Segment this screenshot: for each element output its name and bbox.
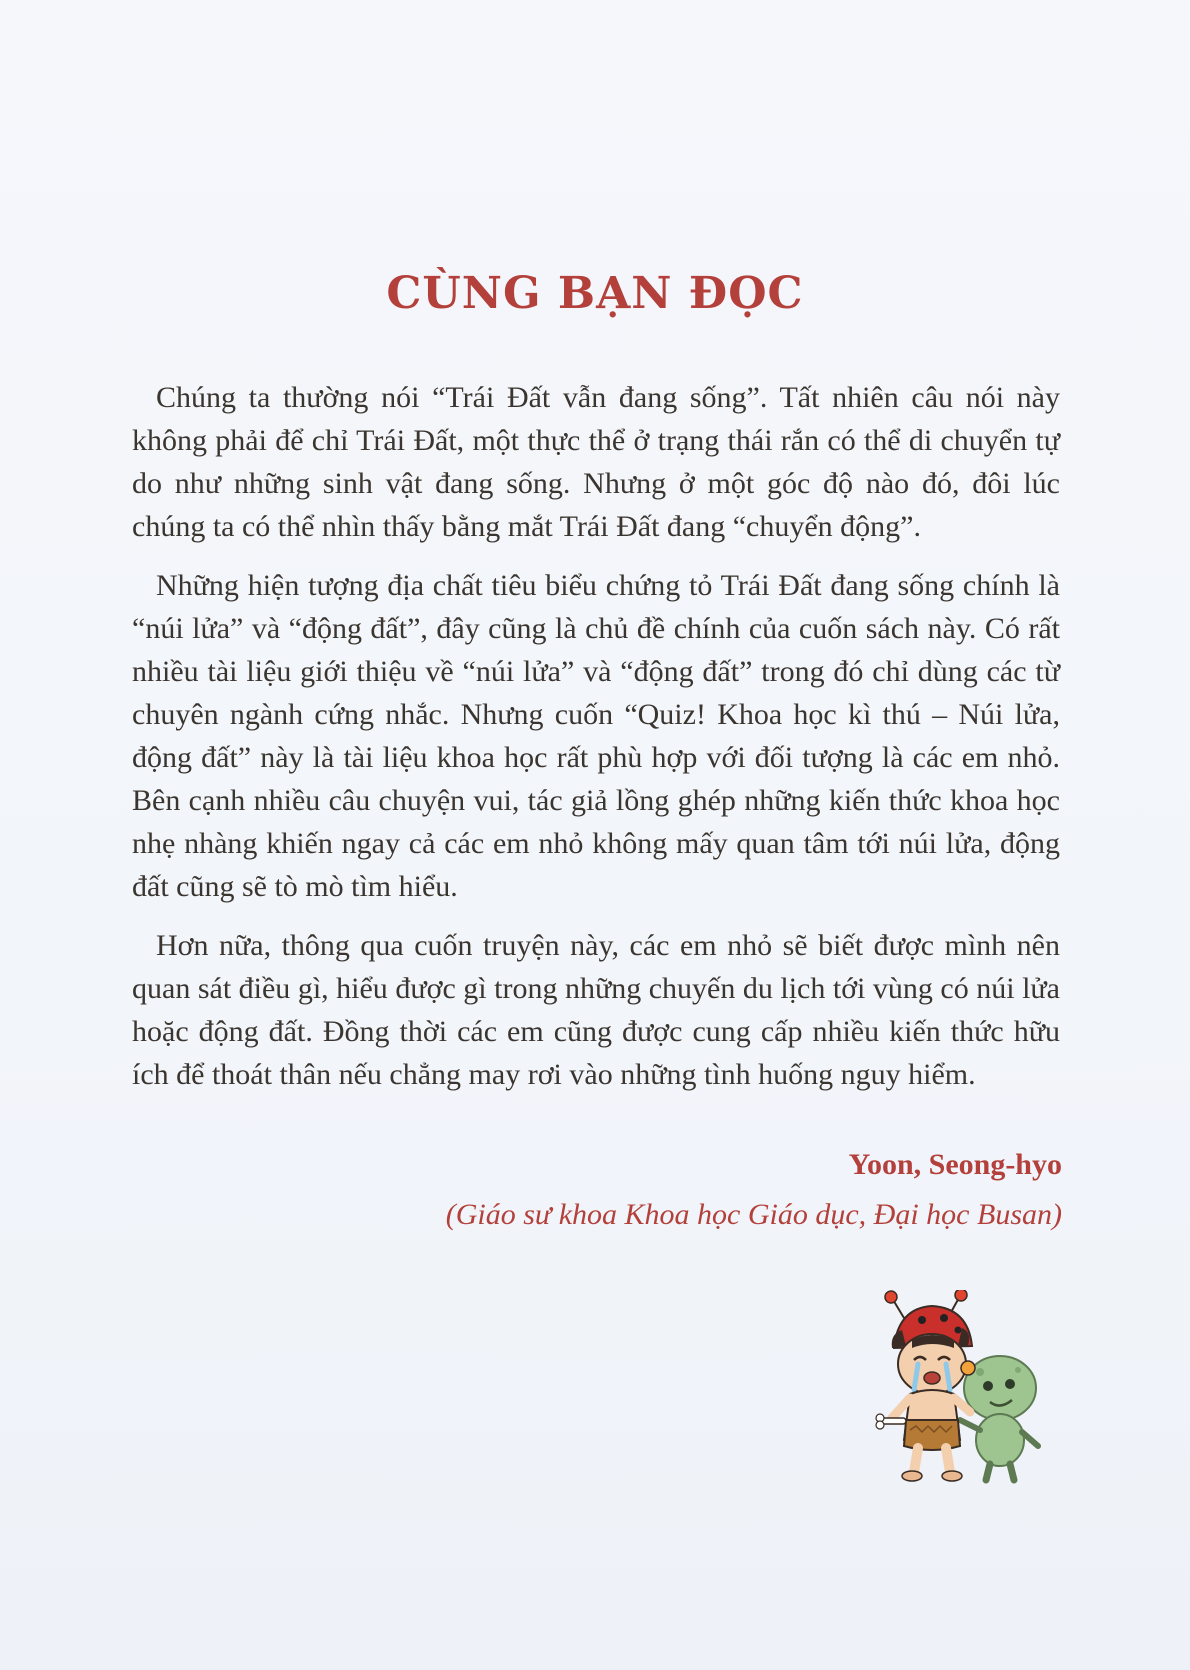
crying-child-icon [876,1290,975,1481]
paragraph-1: Chúng ta thường nói “Trái Đất vẫn đang sống”. Tất nhiên câu nói này không phải để chỉ Trái Đất, một thực thể ở trạng thái rắn có thể di chuyển tự do như những sinh vật đang sống. Nhưng ở một góc độ nào đó, đôi lúc chúng ta có thể nhìn thấy bằng mắt Trái Đất đang “chuyển động”. [132,381,1060,543]
author-name: Yoon, Seong-hyo [848,1148,1062,1181]
signature-block [446,1140,1062,1240]
page-title: CÙNG BẠN ĐỌC [386,268,804,319]
paragraph-2: Những hiện tượng địa chất tiêu biểu chứng tỏ Trái Đất đang sống chính là “núi lửa” và “động đất”, đây cũng là chủ đề chính của cuốn sách này. Có rất nhiều tài liệu giới thiệu về “núi lửa” và “động đất” trong đó chỉ dùng các từ chuyên ngành cứng nhắc. Nhưng cuốn “Quiz! Khoa học kì thú – Núi lửa, động đất” này là tài liệu khoa học rất phù hợp với đối tượng là các em nhỏ. Bên cạnh nhiều câu chuyện vui, tác giả lồng ghép những kiến thức khoa học nhẹ nhàng khiến ngay cả các em nhỏ không mấy quan tâm tới núi lửa, động đất cũng sẽ tò mò tìm hiểu. [132,569,1060,903]
foreword-body [132,376,1060,1112]
paragraph-3: Hơn nữa, thông qua cuốn truyện này, các em nhỏ sẽ biết được mình nên quan sát điều gì, hiểu được gì trong những chuyến du lịch tới vùng có núi lửa hoặc động đất. Đồng thời các em cũng được cung cấp nhiều kiến thức hữu ích để thoát thân nếu chẳng may rơi vào những tình huống nguy hiểm. [132,929,1060,1091]
author-role: (Giáo sư khoa Khoa học Giáo dục, Đại học Busan) [445,1198,1062,1231]
cartoon-mascot-crying-child-with-green-creature-icon [872,1290,1062,1490]
